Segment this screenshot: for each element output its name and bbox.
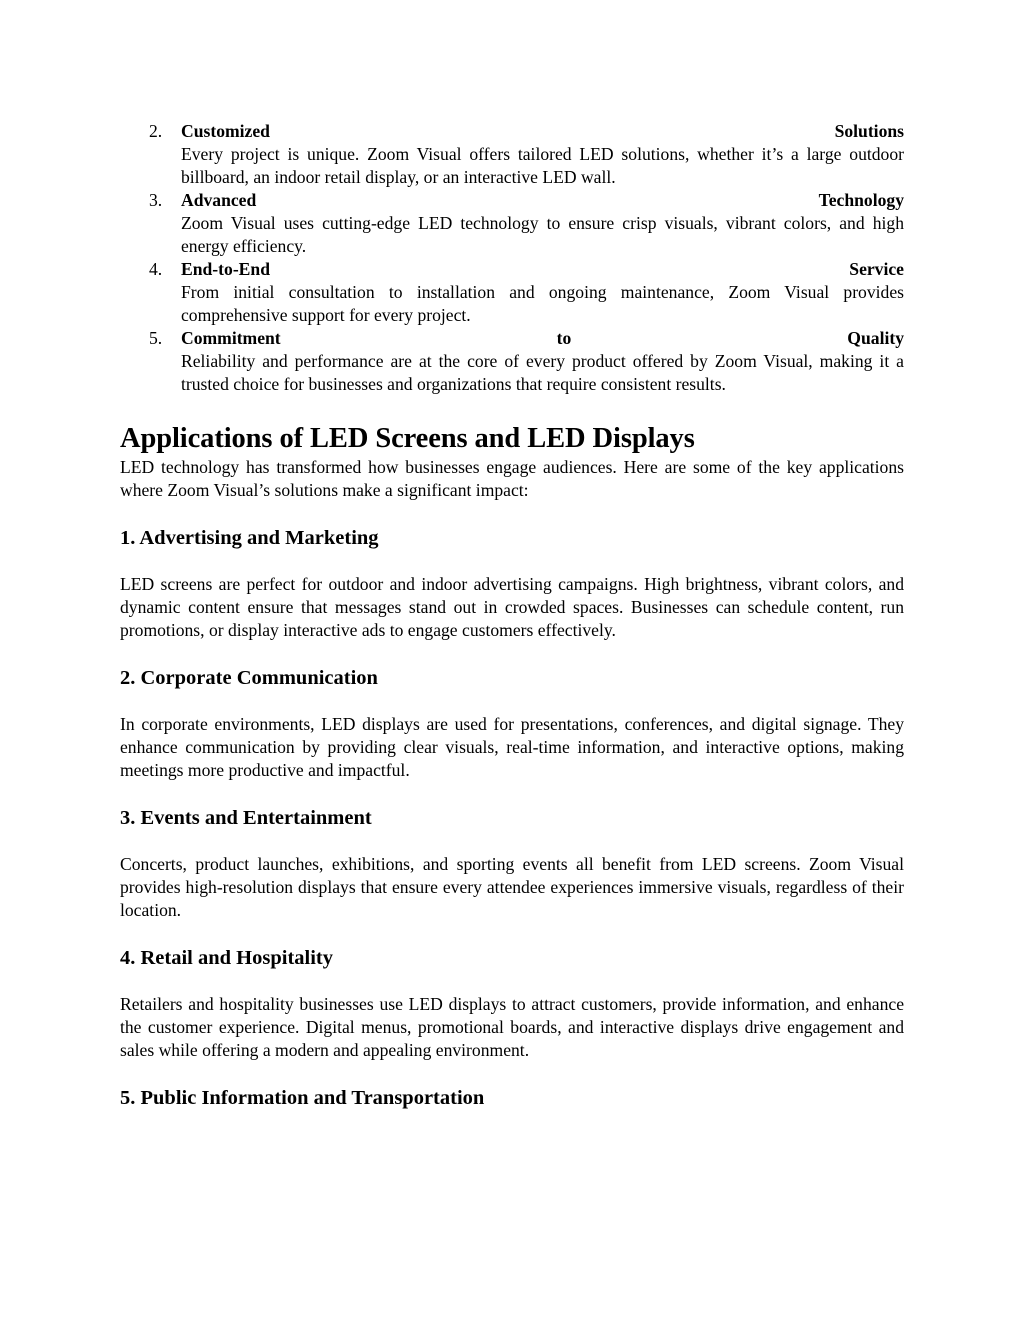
list-item-body: Every project is unique. Zoom Visual offers tailored LED solutions, whether it’s a large outdoor billboard, an indoor retail display, or an interactive LED wall. <box>181 144 904 187</box>
list-number: 3. <box>149 190 163 210</box>
subsection-heading: 2. Corporate Communication <box>120 667 378 689</box>
subsection-heading: 3. Events and Entertainment <box>120 807 372 829</box>
list-number: 2. <box>149 121 163 141</box>
subsection-heading: 4. Retail and Hospitality <box>120 947 333 969</box>
subsection-corporate <box>120 665 904 782</box>
subsection-advertising <box>120 525 904 642</box>
list-item <box>120 327 904 396</box>
section-intro: LED technology has transformed how businesses engage audiences. Here are some of the key applications where Zoom Visual’s solutions make a significant impact: <box>120 457 904 500</box>
subsection-events <box>120 805 904 922</box>
section-heading: Applications of LED Screens and LED Displays <box>120 423 695 454</box>
list-item-body: Zoom Visual uses cutting-edge LED technology to ensure crisp visuals, vibrant colors, and high energy efficiency. <box>181 213 904 256</box>
subsection-body: LED screens are perfect for outdoor and indoor advertising campaigns. High brightness, vibrant colors, and dynamic content ensure that messages stand out in crowded spaces. Businesses can schedule content, run promotions, or display interactive ads to engage customers effectively. <box>120 574 904 640</box>
list-item <box>120 189 904 258</box>
list-item-body: Reliability and performance are at the core of every product offered by Zoom Visual, making it a trusted choice for businesses and organizations that require consistent results. <box>181 351 904 394</box>
subsection-heading: 5. Public Information and Transportation <box>120 1087 485 1109</box>
list-item-title: Commitment to Quality <box>181 328 904 348</box>
list-number: 5. <box>149 328 163 348</box>
list-item-title: Advanced Technology <box>181 190 904 210</box>
list-item-body: From initial consultation to installation and ongoing maintenance, Zoom Visual provides comprehensive support for every project. <box>181 282 904 325</box>
list-item-title: End-to-End Service <box>181 259 904 279</box>
list-number: 4. <box>149 259 163 279</box>
document-page <box>120 120 904 1111</box>
list-item <box>120 120 904 189</box>
subsection-public-info <box>120 1085 904 1111</box>
subsection-body: In corporate environments, LED displays are used for presentations, conferences, and digital signage. They enhance communication by providing clear visuals, real-time information, and interactive options, making meetings more productive and impactful. <box>120 714 904 780</box>
subsection-retail <box>120 945 904 1062</box>
subsection-heading: 1. Advertising and Marketing <box>120 527 379 549</box>
list-item-title: Customized Solutions <box>181 121 904 141</box>
subsection-body: Retailers and hospitality businesses use LED displays to attract customers, provide information, and enhance the customer experience. Digital menus, promotional boards, and interactive displays drive engagement and sales while offering a modern and appealing environment. <box>120 994 904 1060</box>
subsection-body: Concerts, product launches, exhibitions, and sporting events all benefit from LED screens. Zoom Visual provides high-resolution displays that ensure every attendee experiences immersive visuals, regardless of their location. <box>120 854 904 920</box>
benefits-list <box>120 120 904 396</box>
list-item <box>120 258 904 327</box>
